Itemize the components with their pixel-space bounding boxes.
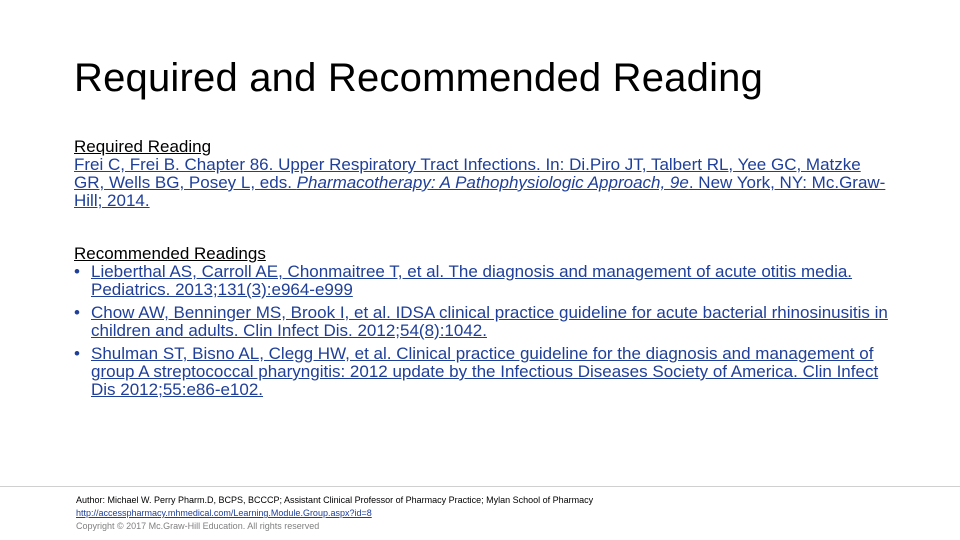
required-reading-heading[interactable]: Required Reading	[74, 137, 212, 156]
required-reading-citation[interactable]	[74, 155, 885, 210]
bullet-icon: •	[74, 303, 80, 322]
footer-copyright: Copyright © 2017 Mc.Graw-Hill Education. All rights reserved	[76, 521, 320, 531]
recommended-reading-section	[74, 245, 894, 399]
recommended-reading-heading[interactable]: Recommended Readings	[74, 244, 266, 263]
recommended-link-otitis[interactable]: Lieberthal AS, Carroll AE, Chonmaitree T, et al. The diagnosis and management of acute otitis media. Pediatrics. 2013;131(3):e964-e999	[91, 262, 853, 299]
footer-link[interactable]: http://accesspharmacy.mhmedical.com/Learning.Module.Group.aspx?id=8	[76, 508, 372, 518]
recommended-list	[74, 263, 894, 399]
list-item	[74, 345, 894, 399]
citation-text: Frei C, Frei B. Chapter 86. Upper Respiratory Tract Infections. In: Di.Piro JT, Talbert RL, Yee GC, Matzke GR, Wells BG, Posey L, eds.	[74, 155, 861, 192]
footer	[76, 494, 593, 533]
list-item	[74, 304, 894, 340]
list-item	[74, 263, 894, 299]
footer-divider	[0, 486, 960, 487]
citation-publisher: . New York, NY: Mc.Graw-Hill; 2014.	[74, 173, 886, 210]
reading-content	[74, 138, 894, 404]
citation-book-title: Pharmacotherapy: A Pathophysiologic Approach, 9e	[296, 173, 689, 192]
bullet-icon: •	[74, 262, 80, 281]
required-reading-section	[74, 138, 894, 210]
recommended-link-rhinosinusitis[interactable]: Chow AW, Benninger MS, Brook I, et al. IDSA clinical practice guideline for acute bacterial rhinosinusitis in children and adults. Clin Infect Dis. 2012;54(8):1042.	[91, 303, 888, 340]
footer-author: Author: Michael W. Perry Pharm.D, BCPS, BCCCP; Assistant Clinical Professor of Pharmacy Practice; Mylan School of Pharmacy	[76, 495, 594, 505]
slide-title: Required and Recommended Reading	[74, 56, 764, 100]
recommended-link-pharyngitis[interactable]: Shulman ST, Bisno AL, Clegg HW, et al. Clinical practice guideline for the diagnosis and management of group A streptococcal pharyngitis: 2012 update by the Infectious Diseases Society of America. Clin Infect Dis 2012;55:e86-e102.	[91, 344, 879, 399]
bullet-icon: •	[74, 344, 80, 363]
